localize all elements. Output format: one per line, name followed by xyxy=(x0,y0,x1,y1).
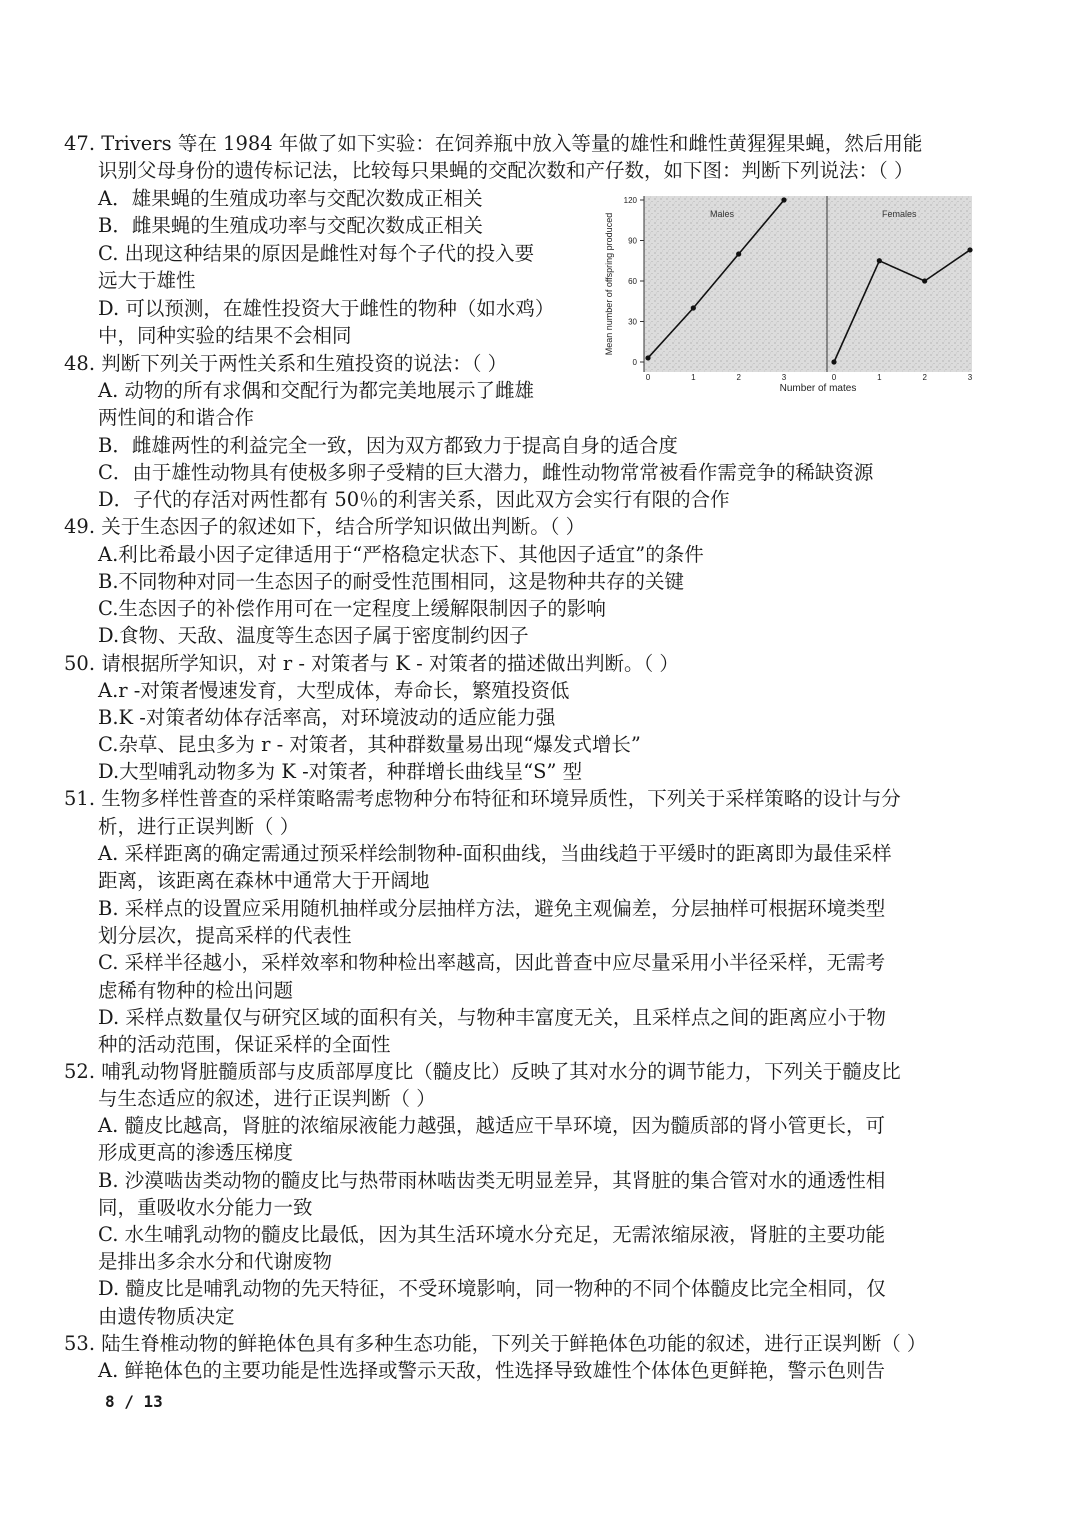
q50-option-b: B.K -对策者幼体存活率高，对环境波动的适应能力强 xyxy=(98,706,556,729)
q52-stem-line-2: 与生态适应的叙述，进行正误判断（ ） xyxy=(98,1087,436,1110)
data-point-males xyxy=(645,355,650,360)
panel-label-males: Males xyxy=(710,209,735,219)
q51-option-b-line-1: B. 采样点的设置应采用随机抽样或分层抽样方法，避免主观偏差，分层抽样可根据环境类型 xyxy=(98,897,886,920)
x-tick-label: 2 xyxy=(922,373,927,382)
q52-option-c-line-2: 是排出多余水分和代谢废物 xyxy=(98,1250,333,1273)
y-tick-label: 120 xyxy=(623,196,637,205)
q51-option-c-line-1: C. 采样半径越小，采样效率和物种检出率越高，因此普查中应尽量采用小半径采样，无需考 xyxy=(98,951,886,974)
q48-option-b: B．雌雄两性的利益完全一致，因为双方都致力于提高自身的适合度 xyxy=(98,434,678,457)
x-tick-label: 2 xyxy=(736,373,741,382)
x-axis-label: Number of mates xyxy=(779,383,857,394)
data-point-females xyxy=(831,359,836,364)
q47-option-c-line-1: C. 出现这种结果的原因是雌性对每个子代的投入要 xyxy=(98,242,535,265)
q52-option-b-line-1: B. 沙漠啮齿类动物的髓皮比与热带雨林啮齿类无明显差异，其肾脏的集合管对水的通透性相 xyxy=(98,1169,886,1192)
q51-stem-line-1: 51. 生物多样性普查的采样策略需考虑物种分布特征和环境异质性，下列关于采样策略的设计与分 xyxy=(64,787,901,810)
q50-stem: 50. 请根据所学知识，对 r - 对策者与 K - 对策者的描述做出判断。（ ） xyxy=(64,652,679,675)
q52-option-a-line-2: 形成更高的渗透压梯度 xyxy=(98,1141,294,1164)
q48-option-a-line-2: 两性间的和谐合作 xyxy=(98,406,255,429)
data-point-males xyxy=(691,305,696,310)
q47-option-d-line-1: D. 可以预测，在雄性投资大于雌性的物种（如水鸡） xyxy=(98,297,555,320)
q47-option-a: A．雄果蝇的生殖成功率与交配次数成正相关 xyxy=(98,187,483,210)
figure-svg xyxy=(600,186,980,398)
q51-option-d-line-2: 种的活动范围，保证采样的全面性 xyxy=(98,1033,391,1056)
q52-stem-line-1: 52. 哺乳动物肾脏髓质部与皮质部厚度比（髓皮比）反映了其对水分的调节能力，下列关于髓皮比 xyxy=(64,1060,901,1083)
q52-option-d-line-1: D. 髓皮比是哺乳动物的先天特征，不受环境影响，同一物种的不同个体髓皮比完全相同，仅 xyxy=(98,1277,886,1300)
q52-option-b-line-2: 同，重吸收水分能力一致 xyxy=(98,1196,313,1219)
plot-background xyxy=(644,196,972,372)
y-tick-label: 30 xyxy=(628,317,637,327)
offspring-vs-mates-figure xyxy=(600,186,980,398)
q49-option-a: A.利比希最小因子定律适用于“严格稳定状态下、其他因子适宜”的条件 xyxy=(98,543,704,566)
q49-stem: 49. 关于生态因子的叙述如下，结合所学知识做出判断。（ ） xyxy=(64,515,586,538)
y-tick-label: 60 xyxy=(628,277,637,286)
q52-option-c-line-1: C. 水生哺乳动物的髓皮比最低，因为其生活环境水分充足，无需浓缩尿液，肾脏的主要功能 xyxy=(98,1223,886,1246)
q50-option-c: C.杂草、昆虫多为 r - 对策者，其种群数量易出现“爆发式增长” xyxy=(98,733,641,756)
x-tick-label: 1 xyxy=(691,373,696,382)
q50-option-d: D.大型哺乳动物多为 K -对策者，种群增长曲线呈“S” 型 xyxy=(98,760,583,783)
q49-option-b: B.不同物种对同一生态因子的耐受性范围相同，这是物种共存的关键 xyxy=(98,570,685,593)
q51-option-a-line-1: A. 采样距离的确定需通过预采样绘制物种-面积曲线，当曲线趋于平缓时的距离即为最佳采样 xyxy=(98,842,892,865)
q47-option-c-line-2: 远大于雄性 xyxy=(98,269,196,292)
data-point-males xyxy=(736,251,741,256)
page-number: 8 / 13 xyxy=(105,1392,163,1411)
q47-option-d-line-2: 中，同种实验的结果不会相同 xyxy=(98,324,352,347)
q51-option-a-line-2: 距离，该距离在森林中通常大于开阔地 xyxy=(98,869,430,892)
panel-label-females: Females xyxy=(882,209,917,219)
y-tick-label: 0 xyxy=(632,358,637,367)
q49-option-d: D.食物、天敌、温度等生态因子属于密度制约因子 xyxy=(98,624,529,647)
q48-option-a-line-1: A. 动物的所有求偶和交配行为都完美地展示了雌雄 xyxy=(98,379,534,402)
y-tick-label: 90 xyxy=(628,236,637,246)
q53-stem: 53. 陆生脊椎动物的鲜艳体色具有多种生态功能，下列关于鲜艳体色功能的叙述，进行正误判断（ ） xyxy=(64,1332,927,1355)
y-axis-label: Mean number of offspring produced xyxy=(604,212,614,356)
q52-option-a-line-1: A. 髓皮比越高，肾脏的浓缩尿液能力越强，越适应干旱环境，因为髓质部的肾小管更长，可 xyxy=(98,1114,885,1137)
x-tick-label: 0 xyxy=(645,373,651,382)
data-point-females xyxy=(967,247,972,252)
q48-option-c: C．由于雄性动物具有使极多卵子受精的巨大潜力，雌性动物常常被看作需竞争的稀缺资源 xyxy=(98,461,874,484)
q51-option-d-line-1: D. 采样点数量仅与研究区域的面积有关，与物种丰富度无关，且采样点之间的距离应小于物 xyxy=(98,1006,886,1029)
data-point-females xyxy=(922,278,927,283)
q51-option-b-line-2: 划分层次，提高采样的代表性 xyxy=(98,924,352,947)
x-tick-label: 1 xyxy=(877,373,882,382)
q47-stem-line-1: 47. Trivers 等在 1984 年做了如下实验：在饲养瓶中放入等量的雄性和雌性黄猩猩果蝇，然后用能 xyxy=(64,132,923,155)
data-point-males xyxy=(781,197,786,202)
q48-option-d: D．子代的存活对两性都有 50％的利害关系，因此双方会实行有限的合作 xyxy=(98,488,730,511)
data-point-females xyxy=(877,258,882,263)
q50-option-a: A.r -对策者慢速发育，大型成体，寿命长，繁殖投资低 xyxy=(98,679,570,702)
q51-stem-line-2: 析，进行正误判断（ ） xyxy=(98,815,300,838)
x-tick-label: 3 xyxy=(781,373,787,382)
q52-option-d-line-2: 由遗传物质决定 xyxy=(98,1305,235,1328)
q49-option-c: C.生态因子的补偿作用可在一定程度上缓解限制因子的影响 xyxy=(98,597,606,620)
q53-option-a-line-1: A. 鲜艳体色的主要功能是性选择或警示天敌，性选择导致雄性个体体色更鲜艳，警示色则告 xyxy=(98,1359,885,1382)
x-tick-label: 0 xyxy=(831,373,837,382)
q51-option-c-line-2: 虑稀有物种的检出问题 xyxy=(98,979,294,1002)
q48-stem: 48. 判断下列关于两性关系和生殖投资的说法：（ ） xyxy=(64,352,508,375)
q47-option-b: B．雌果蝇的生殖成功率与交配次数成正相关 xyxy=(98,214,483,237)
q47-stem-line-2: 识别父母身份的遗传标记法，比较每只果蝇的交配次数和产仔数，如下图：判断下列说法：（ ） xyxy=(98,159,914,182)
x-tick-label: 3 xyxy=(967,373,973,382)
